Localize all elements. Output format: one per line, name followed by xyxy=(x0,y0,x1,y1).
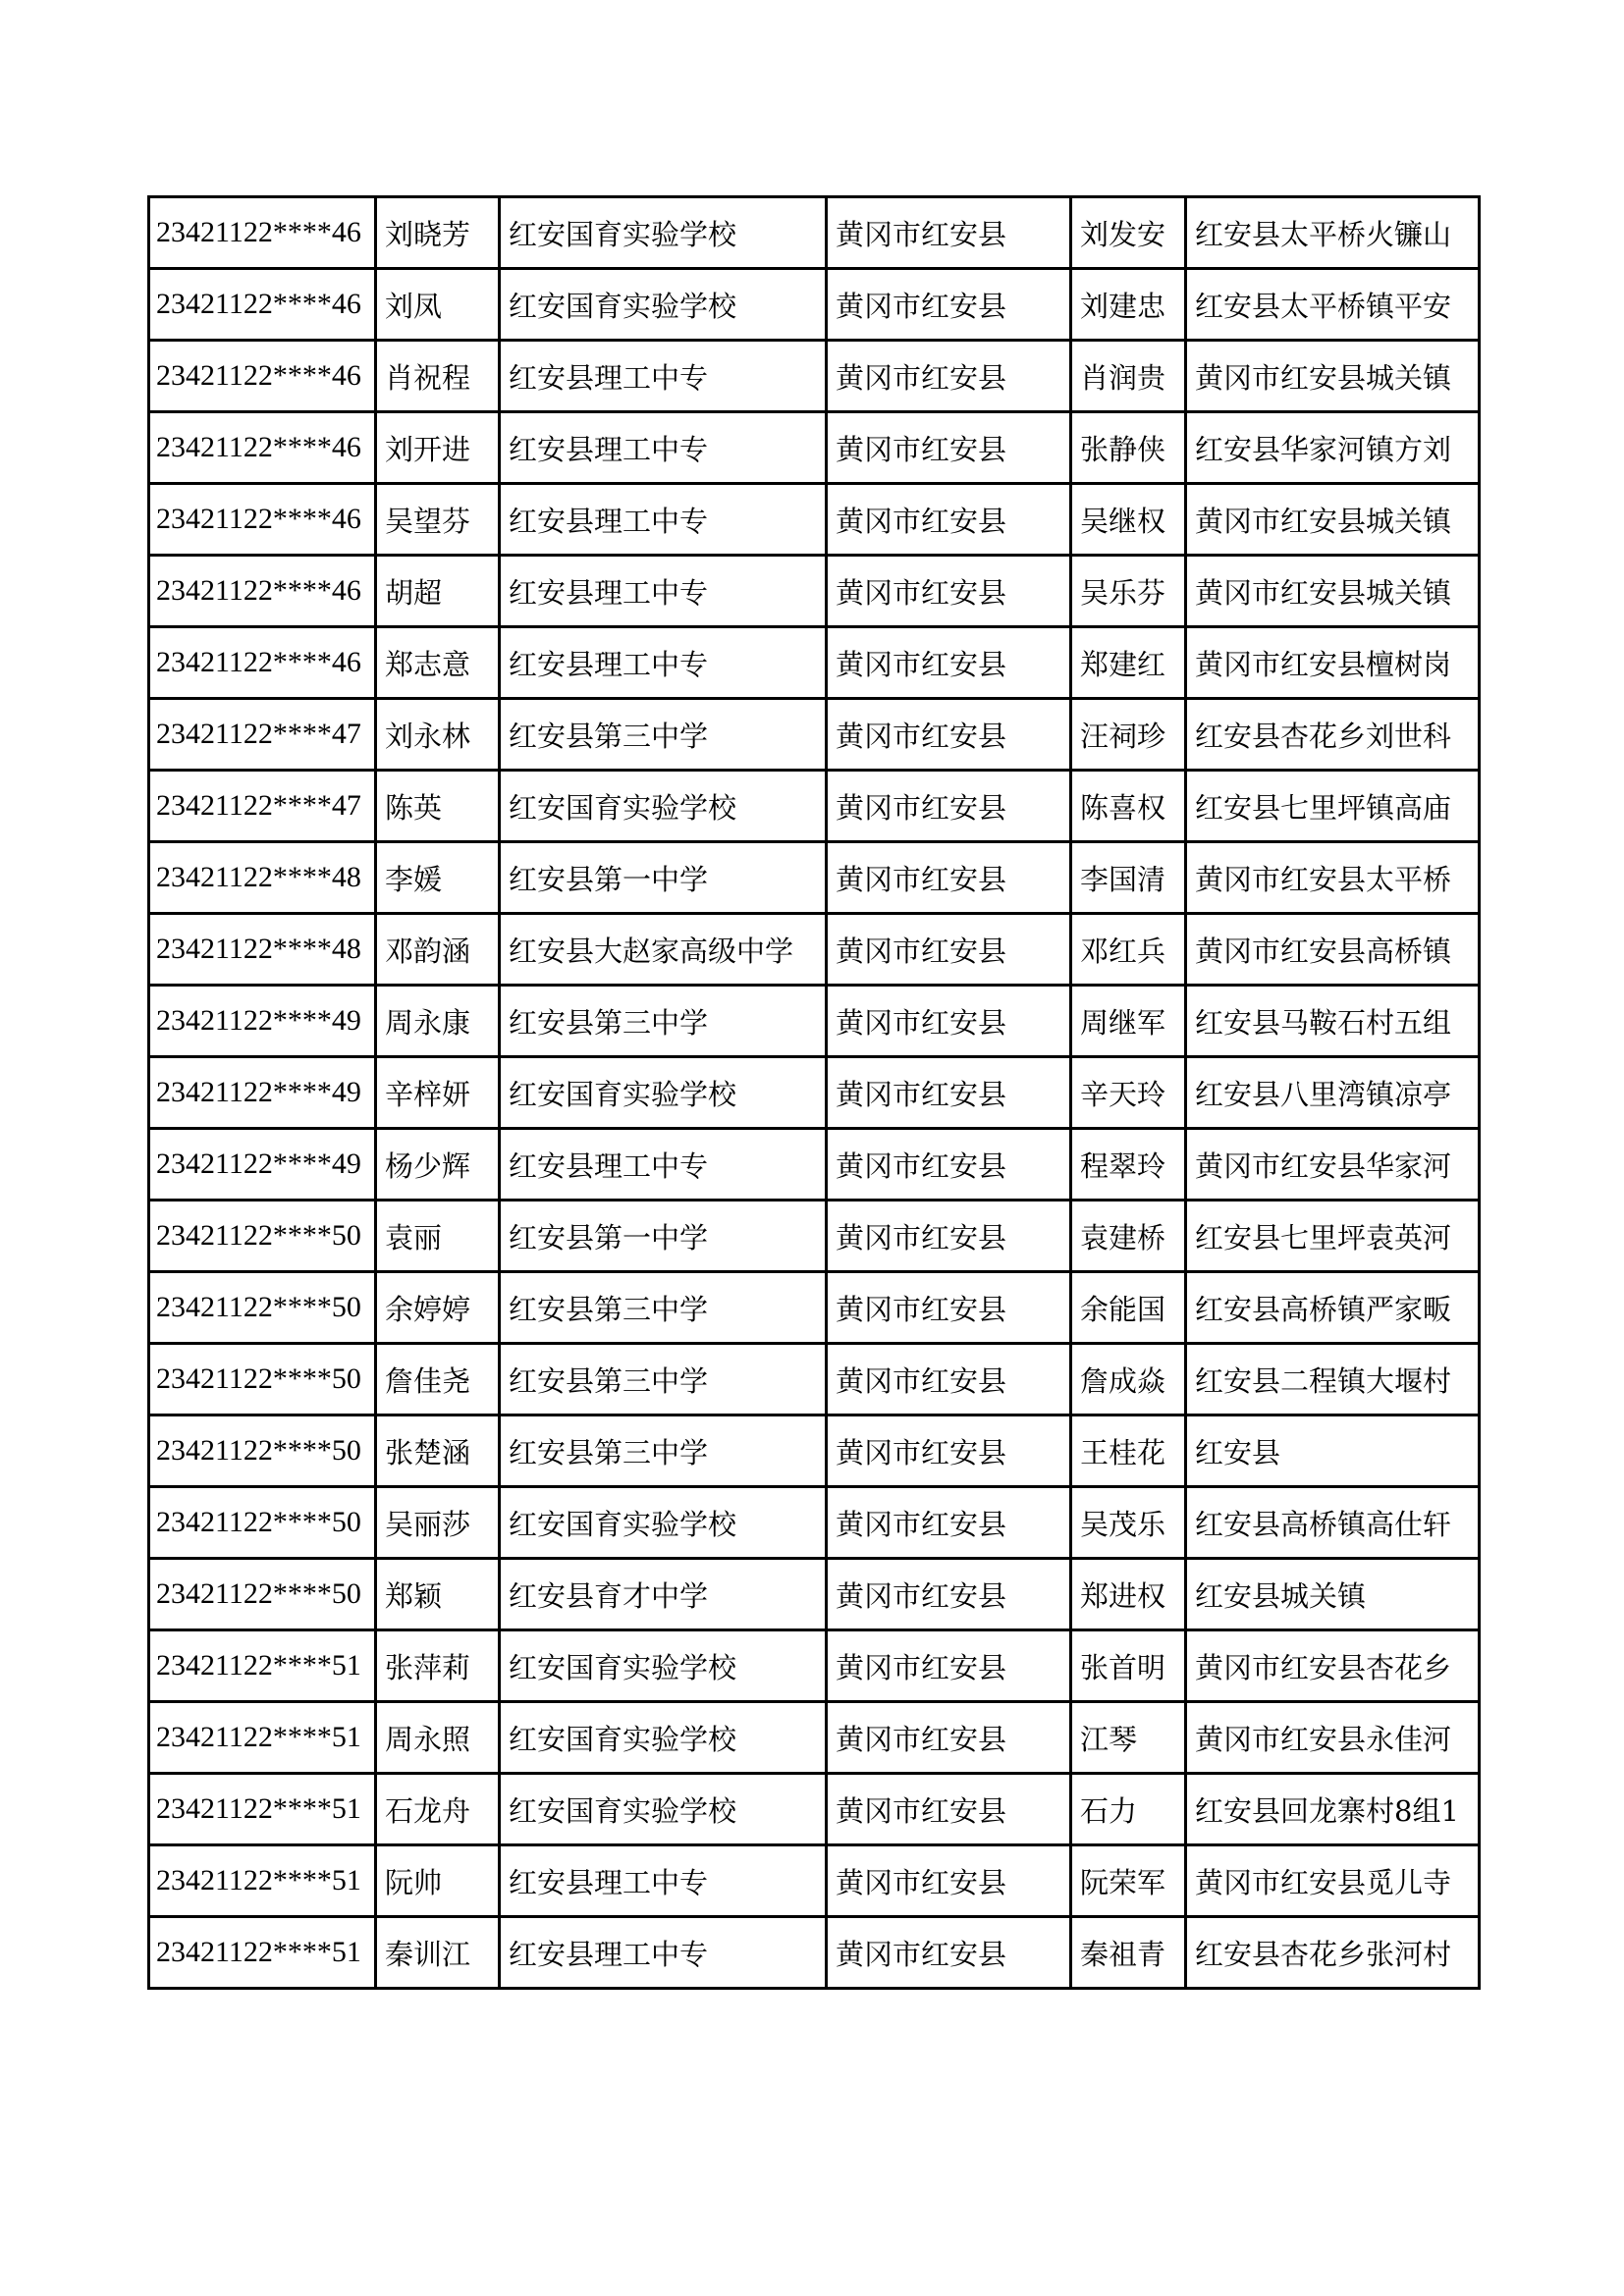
school-cell: 红安国育实验学校 xyxy=(500,771,827,842)
address-cell: 红安县回龙寨村8组1 xyxy=(1186,1774,1480,1845)
student-name-cell: 胡超 xyxy=(376,556,500,627)
address-cell: 红安县太平桥镇平安 xyxy=(1186,269,1480,341)
id-cell: 23421122****46 xyxy=(149,412,376,484)
school-cell: 红安县第三中学 xyxy=(500,986,827,1057)
guardian-name-cell: 郑建红 xyxy=(1071,627,1186,699)
school-cell: 红安国育实验学校 xyxy=(500,197,827,269)
region-cell: 黄冈市红安县 xyxy=(827,1129,1071,1201)
id-cell: 23421122****50 xyxy=(149,1559,376,1630)
student-name-cell: 詹佳尧 xyxy=(376,1344,500,1415)
id-cell: 23421122****47 xyxy=(149,771,376,842)
school-cell: 红安国育实验学校 xyxy=(500,1057,827,1129)
region-cell: 黄冈市红安县 xyxy=(827,1702,1071,1774)
id-cell: 23421122****46 xyxy=(149,484,376,556)
school-cell: 红安国育实验学校 xyxy=(500,1487,827,1559)
id-cell: 23421122****47 xyxy=(149,699,376,771)
guardian-name-cell: 程翠玲 xyxy=(1071,1129,1186,1201)
region-cell: 黄冈市红安县 xyxy=(827,269,1071,341)
address-cell: 红安县高桥镇高仕轩 xyxy=(1186,1487,1480,1559)
guardian-name-cell: 王桂花 xyxy=(1071,1415,1186,1487)
id-cell: 23421122****48 xyxy=(149,914,376,986)
guardian-name-cell: 吴乐芬 xyxy=(1071,556,1186,627)
address-cell: 黄冈市红安县太平桥 xyxy=(1186,842,1480,914)
guardian-name-cell: 詹成焱 xyxy=(1071,1344,1186,1415)
student-name-cell: 邓韵涵 xyxy=(376,914,500,986)
guardian-name-cell: 刘发安 xyxy=(1071,197,1186,269)
region-cell: 黄冈市红安县 xyxy=(827,1559,1071,1630)
student-name-cell: 郑志意 xyxy=(376,627,500,699)
table-row xyxy=(149,1774,1480,1845)
region-cell: 黄冈市红安县 xyxy=(827,1344,1071,1415)
address-cell: 黄冈市红安县觅儿寺 xyxy=(1186,1845,1480,1917)
address-cell: 红安县杏花乡张河村 xyxy=(1186,1917,1480,1989)
id-cell: 23421122****51 xyxy=(149,1917,376,1989)
student-name-cell: 郑颖 xyxy=(376,1559,500,1630)
table-row xyxy=(149,1415,1480,1487)
region-cell: 黄冈市红安县 xyxy=(827,412,1071,484)
student-name-cell: 周永康 xyxy=(376,986,500,1057)
region-cell: 黄冈市红安县 xyxy=(827,914,1071,986)
id-cell: 23421122****50 xyxy=(149,1415,376,1487)
school-cell: 红安县理工中专 xyxy=(500,412,827,484)
region-cell: 黄冈市红安县 xyxy=(827,1917,1071,1989)
region-cell: 黄冈市红安县 xyxy=(827,1845,1071,1917)
student-name-cell: 张萍莉 xyxy=(376,1630,500,1702)
region-cell: 黄冈市红安县 xyxy=(827,1272,1071,1344)
student-name-cell: 刘永林 xyxy=(376,699,500,771)
student-name-cell: 刘开进 xyxy=(376,412,500,484)
school-cell: 红安县理工中专 xyxy=(500,484,827,556)
region-cell: 黄冈市红安县 xyxy=(827,771,1071,842)
address-cell: 红安县高桥镇严家畈 xyxy=(1186,1272,1480,1344)
school-cell: 红安县理工中专 xyxy=(500,1917,827,1989)
student-name-cell: 吴望芬 xyxy=(376,484,500,556)
table-row xyxy=(149,699,1480,771)
student-name-cell: 阮帅 xyxy=(376,1845,500,1917)
guardian-name-cell: 余能国 xyxy=(1071,1272,1186,1344)
table-row xyxy=(149,1702,1480,1774)
school-cell: 红安县第三中学 xyxy=(500,1344,827,1415)
table-row xyxy=(149,1129,1480,1201)
address-cell: 红安县马鞍石村五组 xyxy=(1186,986,1480,1057)
region-cell: 黄冈市红安县 xyxy=(827,986,1071,1057)
address-cell: 红安县太平桥火镰山 xyxy=(1186,197,1480,269)
id-cell: 23421122****46 xyxy=(149,269,376,341)
school-cell: 红安国育实验学校 xyxy=(500,1702,827,1774)
id-cell: 23421122****51 xyxy=(149,1845,376,1917)
table-row xyxy=(149,197,1480,269)
region-cell: 黄冈市红安县 xyxy=(827,1057,1071,1129)
guardian-name-cell: 张静侠 xyxy=(1071,412,1186,484)
table-row xyxy=(149,627,1480,699)
guardian-name-cell: 邓红兵 xyxy=(1071,914,1186,986)
guardian-name-cell: 李国清 xyxy=(1071,842,1186,914)
school-cell: 红安县理工中专 xyxy=(500,1129,827,1201)
table-row xyxy=(149,1487,1480,1559)
id-cell: 23421122****46 xyxy=(149,556,376,627)
school-cell: 红安县大赵家高级中学 xyxy=(500,914,827,986)
school-cell: 红安县理工中专 xyxy=(500,627,827,699)
guardian-name-cell: 吴继权 xyxy=(1071,484,1186,556)
guardian-name-cell: 石力 xyxy=(1071,1774,1186,1845)
guardian-name-cell: 秦祖青 xyxy=(1071,1917,1186,1989)
region-cell: 黄冈市红安县 xyxy=(827,1630,1071,1702)
school-cell: 红安县育才中学 xyxy=(500,1559,827,1630)
student-name-cell: 周永照 xyxy=(376,1702,500,1774)
school-cell: 红安县第一中学 xyxy=(500,1201,827,1272)
address-cell: 黄冈市红安县城关镇 xyxy=(1186,484,1480,556)
address-cell: 黄冈市红安县城关镇 xyxy=(1186,556,1480,627)
address-cell: 红安县华家河镇方刘 xyxy=(1186,412,1480,484)
student-name-cell: 杨少辉 xyxy=(376,1129,500,1201)
region-cell: 黄冈市红安县 xyxy=(827,556,1071,627)
school-cell: 红安县理工中专 xyxy=(500,556,827,627)
student-table xyxy=(147,195,1481,1990)
region-cell: 黄冈市红安县 xyxy=(827,699,1071,771)
student-name-cell: 肖祝程 xyxy=(376,341,500,412)
address-cell: 黄冈市红安县华家河 xyxy=(1186,1129,1480,1201)
school-cell: 红安县第三中学 xyxy=(500,1415,827,1487)
table-row xyxy=(149,1057,1480,1129)
id-cell: 23421122****48 xyxy=(149,842,376,914)
address-cell: 黄冈市红安县永佳河 xyxy=(1186,1702,1480,1774)
address-cell: 红安县七里坪镇高庙 xyxy=(1186,771,1480,842)
table-row xyxy=(149,484,1480,556)
table-row xyxy=(149,1272,1480,1344)
guardian-name-cell: 阮荣军 xyxy=(1071,1845,1186,1917)
school-cell: 红安县理工中专 xyxy=(500,1845,827,1917)
student-name-cell: 刘晓芳 xyxy=(376,197,500,269)
region-cell: 黄冈市红安县 xyxy=(827,627,1071,699)
address-cell: 红安县二程镇大堰村 xyxy=(1186,1344,1480,1415)
id-cell: 23421122****49 xyxy=(149,1129,376,1201)
address-cell: 红安县八里湾镇凉亭 xyxy=(1186,1057,1480,1129)
address-cell: 黄冈市红安县檀树岗 xyxy=(1186,627,1480,699)
student-name-cell: 辛梓妍 xyxy=(376,1057,500,1129)
student-name-cell: 陈英 xyxy=(376,771,500,842)
id-cell: 23421122****51 xyxy=(149,1702,376,1774)
address-cell: 黄冈市红安县高桥镇 xyxy=(1186,914,1480,986)
table-row xyxy=(149,1917,1480,1989)
region-cell: 黄冈市红安县 xyxy=(827,1201,1071,1272)
id-cell: 23421122****50 xyxy=(149,1487,376,1559)
school-cell: 红安国育实验学校 xyxy=(500,1774,827,1845)
id-cell: 23421122****51 xyxy=(149,1774,376,1845)
region-cell: 黄冈市红安县 xyxy=(827,341,1071,412)
table-row xyxy=(149,412,1480,484)
guardian-name-cell: 陈喜权 xyxy=(1071,771,1186,842)
school-cell: 红安县第一中学 xyxy=(500,842,827,914)
region-cell: 黄冈市红安县 xyxy=(827,842,1071,914)
student-name-cell: 石龙舟 xyxy=(376,1774,500,1845)
table-row xyxy=(149,1845,1480,1917)
table-row xyxy=(149,986,1480,1057)
table-row xyxy=(149,771,1480,842)
region-cell: 黄冈市红安县 xyxy=(827,1774,1071,1845)
table-row xyxy=(149,1559,1480,1630)
table-row xyxy=(149,269,1480,341)
region-cell: 黄冈市红安县 xyxy=(827,484,1071,556)
student-name-cell: 李媛 xyxy=(376,842,500,914)
table-row xyxy=(149,914,1480,986)
id-cell: 23421122****50 xyxy=(149,1201,376,1272)
table-row xyxy=(149,1630,1480,1702)
id-cell: 23421122****46 xyxy=(149,341,376,412)
guardian-name-cell: 周继军 xyxy=(1071,986,1186,1057)
school-cell: 红安县第三中学 xyxy=(500,1272,827,1344)
school-cell: 红安县理工中专 xyxy=(500,341,827,412)
guardian-name-cell: 吴茂乐 xyxy=(1071,1487,1186,1559)
region-cell: 黄冈市红安县 xyxy=(827,1415,1071,1487)
school-cell: 红安县第三中学 xyxy=(500,699,827,771)
id-cell: 23421122****49 xyxy=(149,1057,376,1129)
table-row xyxy=(149,1201,1480,1272)
id-cell: 23421122****46 xyxy=(149,197,376,269)
table-row xyxy=(149,556,1480,627)
id-cell: 23421122****51 xyxy=(149,1630,376,1702)
address-cell: 红安县 xyxy=(1186,1415,1480,1487)
table-row xyxy=(149,341,1480,412)
address-cell: 黄冈市红安县杏花乡 xyxy=(1186,1630,1480,1702)
address-cell: 红安县城关镇 xyxy=(1186,1559,1480,1630)
region-cell: 黄冈市红安县 xyxy=(827,1487,1071,1559)
address-cell: 黄冈市红安县城关镇 xyxy=(1186,341,1480,412)
id-cell: 23421122****49 xyxy=(149,986,376,1057)
guardian-name-cell: 张首明 xyxy=(1071,1630,1186,1702)
student-name-cell: 袁丽 xyxy=(376,1201,500,1272)
guardian-name-cell: 刘建忠 xyxy=(1071,269,1186,341)
student-name-cell: 张楚涵 xyxy=(376,1415,500,1487)
school-cell: 红安国育实验学校 xyxy=(500,1630,827,1702)
table-body xyxy=(149,197,1480,1989)
id-cell: 23421122****46 xyxy=(149,627,376,699)
table-row xyxy=(149,842,1480,914)
id-cell: 23421122****50 xyxy=(149,1344,376,1415)
guardian-name-cell: 辛天玲 xyxy=(1071,1057,1186,1129)
table-row xyxy=(149,1344,1480,1415)
id-cell: 23421122****50 xyxy=(149,1272,376,1344)
student-name-cell: 秦训江 xyxy=(376,1917,500,1989)
student-name-cell: 吴丽莎 xyxy=(376,1487,500,1559)
guardian-name-cell: 郑进权 xyxy=(1071,1559,1186,1630)
guardian-name-cell: 江琴 xyxy=(1071,1702,1186,1774)
guardian-name-cell: 肖润贵 xyxy=(1071,341,1186,412)
region-cell: 黄冈市红安县 xyxy=(827,197,1071,269)
student-name-cell: 余婷婷 xyxy=(376,1272,500,1344)
guardian-name-cell: 袁建桥 xyxy=(1071,1201,1186,1272)
school-cell: 红安国育实验学校 xyxy=(500,269,827,341)
guardian-name-cell: 汪祠珍 xyxy=(1071,699,1186,771)
student-name-cell: 刘凤 xyxy=(376,269,500,341)
address-cell: 红安县杏花乡刘世科 xyxy=(1186,699,1480,771)
address-cell: 红安县七里坪袁英河 xyxy=(1186,1201,1480,1272)
